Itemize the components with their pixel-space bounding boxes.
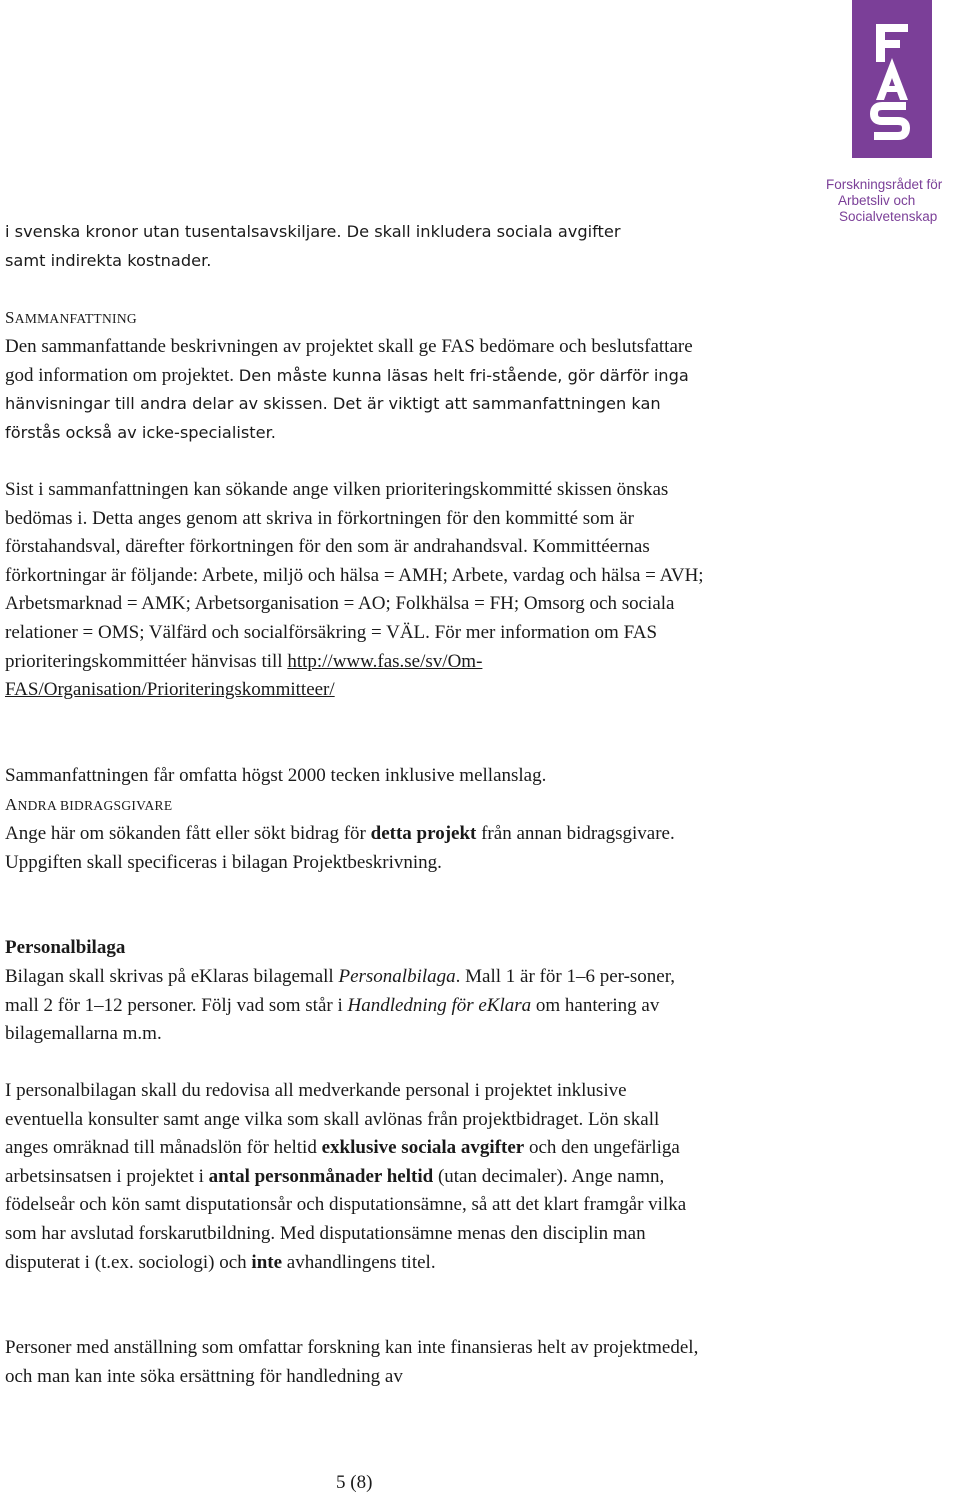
sammanfattning-paragraph-2: Sist i sammanfattningen kan sökande ange vilken prioriteringskommitté skissen önskas bedömas i. Detta anges genom att skriva in förkortningen för den kommitté som är förstahandsval, därefter förkortningen för den som är andrahandsval. Kommittéernas förkortningar är följande: Arbete, miljö och hälsa = AMH; Arbete, vardag och hälsa = AVH; Arbetsmarknad = AMK; Arbetsorganisation = AO; Folkhälsa = FH; Omsorg och sociala relationer = OMS; Välfärd och socialförsäkring = VÄL. För mer information om FAS prioriteringskommittéer hänvisas till http://www.fas.se/sv/Om-FAS/Organisation/Prioriteringskommitteer/ [5,479,704,701]
logo-org-line3: Socialvetenskap [839,209,938,224]
intro-paragraph [5,218,705,275]
page-number: 5 (8) [336,1472,373,1493]
personalbilaga-paragraph-2: I personalbilagan skall du redovisa all medverkande personal i projektet inklusive eventuella konsulter samt ange vilka som skall avlönas från projektbidraget. Lön skall anges omräknad till månadslön för heltid exklusive sociala avgifter och den ungefärliga arbetsinsatsen i projektet i antal personmånader heltid (utan decimaler). Ange namn, födelseår och kön samt disputationsår och disputationsämne, så att det klart framgår vilka som har avslutad forskarutbildning. Med disputationsämne menas den disciplin man disputerat i (t.ex. sociologi) och inte avhandlingens titel. [5,1080,687,1273]
personalbilaga-paragraph-3: Personer med anställning som omfattar forskning kan inte finansieras helt av projektmedel, och man kan inte söka ersättning för handledning av [5,1337,699,1387]
section-heading-personalbilaga: Personalbilaga [5,937,126,958]
fas-logo-mark [820,0,960,232]
section-heading-andra-bidragsgivare: ANDRA BIDRAGSGIVARE [5,795,173,814]
andra-bidragsgivare-paragraph: Ange här om sökanden fått eller sökt bidrag för detta projekt från annan bidragsgivare. Uppgiften skall specificeras i bilagan Projektbeskrivning. [5,823,675,873]
prioriteringskommitteer-link[interactable]: http://www.fas.se/sv/Om-FAS/Organisation/Prioriteringskommitteer/ [5,650,483,701]
logo-org-line2: Arbetsliv och [838,193,916,208]
intro-line1: i svenska kronor utan tusentalsavskiljare. De skall inkludera sociala avgifter [5,222,621,241]
sammanfattning-paragraph-1: Den sammanfattande beskrivningen av projektet skall ge FAS bedömare och beslutsfattare god information om projektet. Den måste kunna läsas helt fri-stående, gör därför inga hänvisningar till andra delar av skissen. Det är viktigt att sammanfattningen kan förstås också av icke-specialister. [5,336,693,442]
logo-org-line1: Forskningsrådet för [826,177,943,192]
personalbilaga-paragraph-1: Bilagan skall skrivas på eKlaras bilagemall Personalbilaga. Mall 1 är för 1–6 per-soner, mall 2 för 1–12 personer. Följ vad som står i Handledning för eKlara om hantering av bilagemallarna m.m. [5,966,676,1045]
fas-logo [820,0,960,232]
section-heading-sammanfattning: SAMMANFATTNING [5,308,137,327]
intro-line2: samt indirekta kostnader. [5,250,212,270]
sammanfattning-limit-note: Sammanfattningen får omfatta högst 2000 tecken inklusive mellanslag. [5,765,547,786]
